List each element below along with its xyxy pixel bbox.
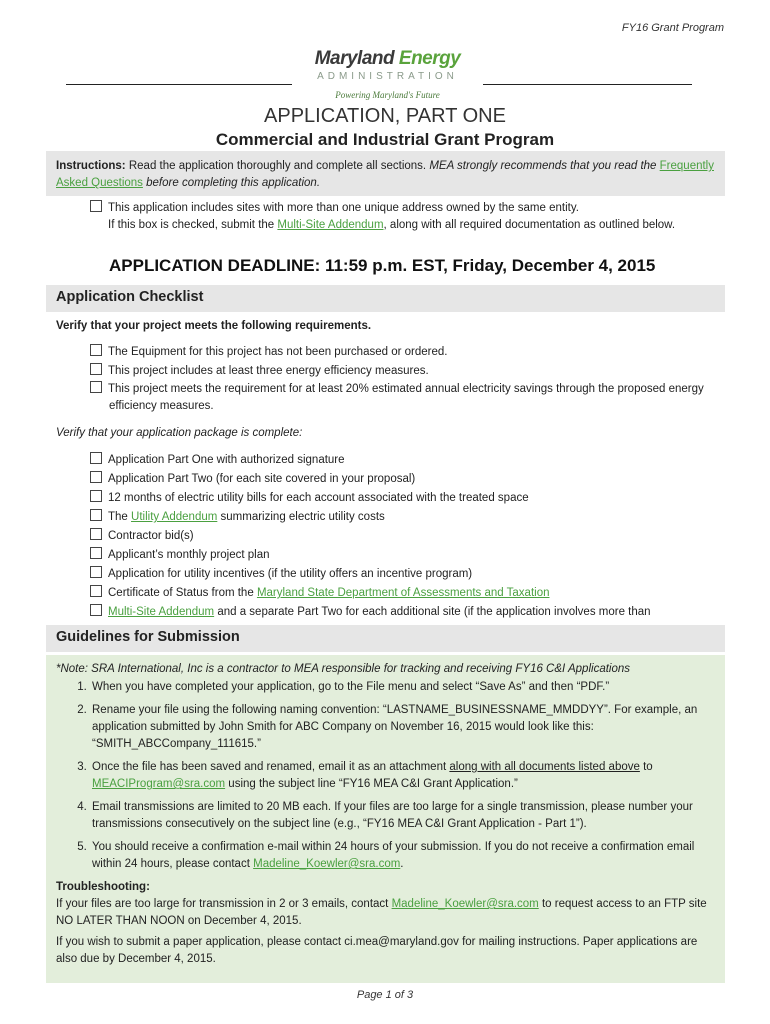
instructions-text: Read the application thoroughly and complete all sections. <box>128 160 427 172</box>
header-rule-left <box>66 84 292 85</box>
sdat-link[interactable]: Maryland State Department of Assessments and Taxation <box>256 587 550 599</box>
multi-site-instruction-tail: , along with all required documentation as outlined below. <box>383 219 676 231</box>
faq-link[interactable]: Frequently Asked Questions <box>56 160 714 189</box>
package-checkbox[interactable] <box>90 509 102 521</box>
package-list <box>90 451 720 622</box>
logo-administration: ADMINISTRATION <box>317 71 458 82</box>
requirements-list <box>90 343 720 415</box>
list-item: Multi-Site Addendum and a separate Part Two for each additional site (if the application involves more than <box>90 603 720 622</box>
list-item: Application for utility incentives (if the utility offers an incentive program) <box>90 565 720 584</box>
paper-application-text: If you wish to submit a paper application, please contact ci.mea@maryland.gov for mailing instructions. Paper applications are also due by December 4, 2015. <box>56 936 698 965</box>
list-item: 2. Rename your file using the following naming convention: “LASTNAME_BUSINESSNAME_MMDDYY”. For example, an application submitted by John Smith for ABC Company on November 16, 2015 would look like this: “SMITH_ABCCompany_111615.” <box>90 702 715 753</box>
list-item: Application Part Two (for each site covered in your proposal) <box>90 470 720 489</box>
logo-name-energy: Energy <box>398 48 461 69</box>
list-item: The Utility Addendum summarizing electric utility costs <box>90 508 720 527</box>
list-item: 1. When you have completed your application, go to the File menu and select “Save As” and then “PDF.” <box>90 679 715 696</box>
troubleshooting-text: If your files are too large for transmission in 2 or 3 emails, contact Madeline_Koewler@sra.com to request access to an FTP site NO LATER THAN NOON on December 4, 2015. <box>56 898 707 927</box>
list-item: 12 months of electric utility bills for each account associated with the treated space <box>90 489 720 508</box>
logo-header <box>0 48 770 108</box>
application-deadline: APPLICATION DEADLINE: 11:59 p.m. EST, Friday, December 4, 2015 <box>109 256 656 275</box>
instructions-label: Instructions: <box>56 160 126 172</box>
utility-addendum-link[interactable]: Utility Addendum <box>131 511 218 523</box>
page-title: APPLICATION, PART ONE <box>264 105 506 127</box>
multi-site-addendum-link-2[interactable]: Multi-Site Addendum <box>108 606 215 618</box>
list-item: Contractor bid(s) <box>90 527 720 546</box>
logo-name-maryland: Maryland <box>314 48 395 69</box>
multi-site-option <box>90 200 720 234</box>
list-item: Applicant’s monthly project plan <box>90 546 720 565</box>
requirement-checkbox[interactable] <box>90 344 102 356</box>
package-checkbox[interactable] <box>90 604 102 616</box>
page-number: Page 1 of 3 <box>356 989 414 1001</box>
multi-site-text: This application includes sites with more than one unique address owned by the same entity. <box>108 202 579 214</box>
contact-email-link[interactable]: Madeline_Koewler@sra.com <box>253 858 401 870</box>
package-checkbox[interactable] <box>90 471 102 483</box>
package-checkbox[interactable] <box>90 452 102 464</box>
instructions-box <box>46 151 725 196</box>
package-checkbox[interactable] <box>90 566 102 578</box>
mea-logo <box>292 48 483 100</box>
package-checkbox[interactable] <box>90 528 102 540</box>
mea-ci-email-link[interactable]: MEACIProgram@sra.com <box>92 778 226 790</box>
sra-note: *Note: SRA International, Inc is a contractor to MEA responsible for tracking and receiving FY16 C&I Applications <box>56 663 631 675</box>
package-checkbox[interactable] <box>90 490 102 502</box>
instructions-tail: before completing this application. <box>146 177 321 189</box>
header-rule-right <box>483 84 692 85</box>
list-item: 4. Email transmissions are limited to 20 MB each. If your files are too large for a single transmission, please number your transmissions consecutively on the subject line (e.g., “FY16 MEA C&I Grant Application - Part 1”). <box>90 799 715 833</box>
guidelines-box <box>46 655 725 983</box>
requirement-checkbox[interactable] <box>90 381 102 393</box>
contact-email-link-2[interactable]: Madeline_Koewler@sra.com <box>391 898 539 910</box>
submission-steps <box>56 679 715 873</box>
multi-site-checkbox[interactable] <box>90 200 102 212</box>
list-item: Application Part One with authorized signature <box>90 451 720 470</box>
logo-tagline: Powering Maryland's Future <box>335 90 440 100</box>
checklist-heading: Application Checklist <box>46 285 725 312</box>
troubleshooting-heading: Troubleshooting: <box>56 881 150 893</box>
page-subtitle: Commercial and Industrial Grant Program <box>215 130 555 149</box>
list-item: Certificate of Status from the Maryland State Department of Assessments and Taxation <box>90 584 720 603</box>
list-item: The Equipment for this project has not been purchased or ordered. <box>90 343 720 362</box>
list-item: This project meets the requirement for at least 20% estimated annual electricity savings through the proposed energy efficiency measures. <box>90 381 720 415</box>
multi-site-instruction: If this box is checked, submit the <box>108 219 275 231</box>
instructions-recommend: MEA strongly recommends that you read the <box>429 160 657 172</box>
package-checkbox[interactable] <box>90 585 102 597</box>
requirement-checkbox[interactable] <box>90 363 102 375</box>
package-checkbox[interactable] <box>90 547 102 559</box>
guidelines-heading: Guidelines for Submission <box>46 625 725 652</box>
verify-requirements-label: Verify that your project meets the following requirements. <box>56 320 372 332</box>
list-item: 5. You should receive a confirmation e-mail within 24 hours of your submission. If you do not receive a confirmation email within 24 hours, please contact Madeline_Koewler@sra.com. <box>90 839 715 873</box>
multi-site-addendum-link[interactable]: Multi-Site Addendum <box>277 219 384 231</box>
program-label: FY16 Grant Program <box>621 22 724 34</box>
verify-package-label: Verify that your application package is complete: <box>56 427 303 439</box>
list-item: This project includes at least three energy efficiency measures. <box>90 362 720 381</box>
list-item: 3. Once the file has been saved and renamed, email it as an attachment along with all documents listed above to MEACIProgram@sra.com using the subject line “FY16 MEA C&I Grant Application.” <box>90 759 715 793</box>
